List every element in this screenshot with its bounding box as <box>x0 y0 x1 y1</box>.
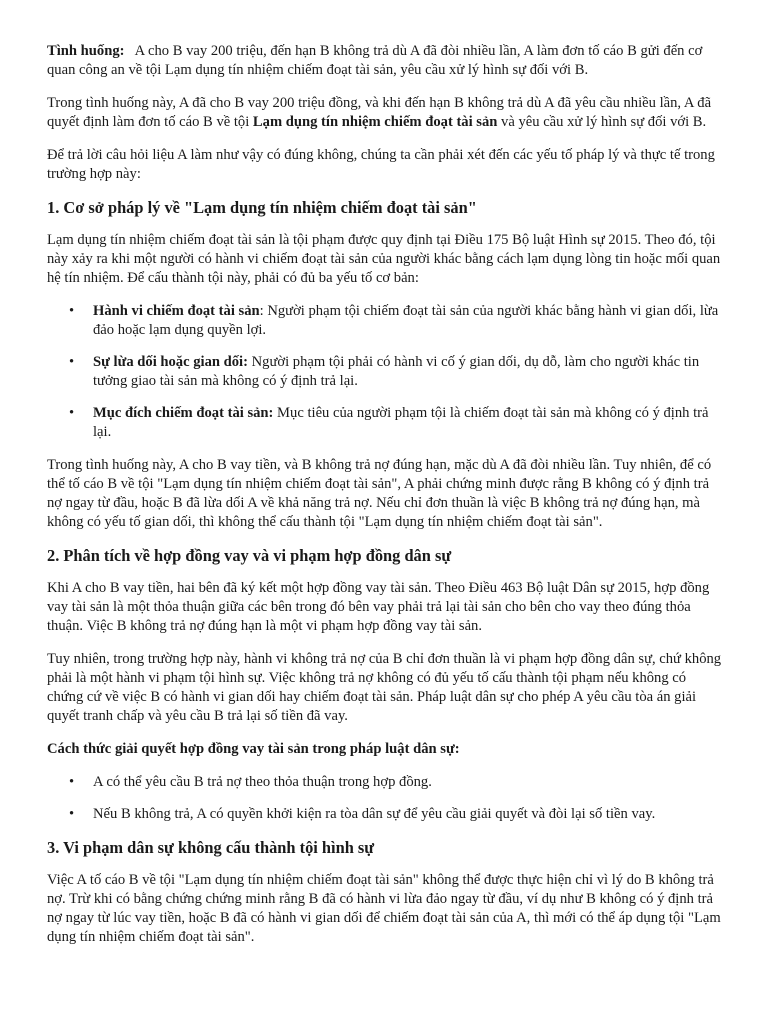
list-item <box>69 404 724 442</box>
list-item <box>69 302 724 340</box>
list-item <box>69 773 724 792</box>
paragraph-1-bold: Lạm dụng tín nhiệm chiếm đoạt tài sản <box>252 114 498 130</box>
list-item <box>69 353 724 391</box>
section-3-paragraph: Việc A tố cáo B về tội "Lạm dụng tín nhiệm chiếm đoạt tài sản" không thể được thực hiện chỉ vì lý do B không trả nợ. Trừ khi có bằng chứng chứng minh rằng B đã có hành vi lừa đảo ngay từ đầu, ví dụ như B không có ý định trả nợ ngay từ lúc vay tiền, hoặc B đã có hành vi gian dối để chiếm đoạt tài sản của A, thì mới có thể áp dụng tội "Lạm dụng tín nhiệm chiếm đoạt tài sản". <box>47 872 721 945</box>
list-item-bold: Mục đích chiếm đoạt tài sản: <box>93 405 274 421</box>
bullet-icon: • <box>69 405 75 421</box>
section-2-paragraph-2: Tuy nhiên, trong trường hợp này, hành vi không trả nợ của B chỉ đơn thuần là vi phạm hợp đồng dân sự, chứ không phải là một hành vi phạm tội hình sự. Việc không trả nợ không có đủ yếu tố cấu thành tội phạm nếu không có chứng cứ về việc B có hành vi gian dối hay chiếm đoạt tài sản. Pháp luật dân sự cho phép A yêu cầu tòa án giải quyết tranh chấp và yêu cầu B trả lại số tiền đã vay. <box>47 651 722 724</box>
intro-text: A cho B vay 200 triệu, đến hạn B không trả dù A đã đòi nhiều lần, A làm đơn tố cáo B gửi đến cơ quan công an về tội Lạm dụng tín nhiệm chiếm đoạt tài sản, yêu cầu xử lý hình sự đối với B. <box>47 43 703 78</box>
bullet-icon: • <box>69 303 75 319</box>
paragraph-1 <box>47 94 724 132</box>
list-item-bold: Sự lừa dối hoặc gian dối: <box>93 354 248 370</box>
paragraph-1-text: Trong tình huống này, A đã cho B vay 200 triệu đồng, và khi đến hạn B không trả dù A đã yêu cầu nhiều lần, A đã quyết định làm đơn tố cáo B về tội <box>47 95 712 130</box>
list-item-text: A có thể yêu cầu B trả nợ theo thỏa thuận trong hợp đồng. <box>93 774 432 790</box>
list-item-text: Người phạm tội phải có hành vi cố ý gian dối, dụ dỗ, làm cho người khác tin tưởng giao tài sản mà không có ý định trả lại. <box>93 354 700 389</box>
section-1-closing: Trong tình huống này, A cho B vay tiền, và B không trả nợ đúng hạn, mặc dù A đã đòi nhiều lần. Tuy nhiên, để có thể tố cáo B về tội "Lạm dụng tín nhiệm chiếm đoạt tài sản", A phải chứng minh được rằng B không có ý định trả nợ ngay từ đầu, hoặc B đã lừa dối A về khả năng trả nợ. Nếu chỉ đơn thuần là việc B không trả nợ đúng hạn, mà không có yếu tố gian dối, thì không thể cấu thành tội "Lạm dụng tín nhiệm chiếm đoạt tài sản". <box>47 457 712 530</box>
paragraph-2: Để trả lời câu hỏi liệu A làm như vậy có đúng không, chúng ta cần phải xét đến các yếu tố pháp lý và thực tế trong trường hợp này: <box>47 147 715 182</box>
section-3-heading: 3. Vi phạm dân sự không cấu thành tội hình sự <box>47 838 375 857</box>
paragraph-1-text-end: và yêu cầu xử lý hình sự đối với B. <box>497 114 707 130</box>
bullet-icon: • <box>69 354 75 370</box>
bullet-icon: • <box>69 806 75 822</box>
section-2-subheading <box>47 740 724 759</box>
bullet-icon: • <box>69 774 75 790</box>
section-1-list <box>47 302 724 442</box>
section-2-heading: 2. Phân tích về hợp đồng vay và vi phạm hợp đồng dân sự <box>47 546 452 565</box>
section-1-heading: 1. Cơ sở pháp lý về "Lạm dụng tín nhiệm chiếm đoạt tài sản" <box>47 198 477 217</box>
section-2-paragraph-1: Khi A cho B vay tiền, hai bên đã ký kết một hợp đồng vay tài sản. Theo Điều 463 Bộ luật Dân sự 2015, hợp đồng vay tài sản là một thỏa thuận giữa các bên trong đó bên vay phải trả lại tài sản cho bên cho vay theo đúng thỏa thuận. Việc B không trả nợ đúng hạn là một vi phạm hợp đồng vay tài sản. <box>47 580 710 634</box>
intro-label: Tình huống: <box>47 43 125 59</box>
list-item-text: Nếu B không trả, A có quyền khởi kiện ra tòa dân sự để yêu cầu giải quyết và đòi lại số tiền vay. <box>93 806 656 822</box>
section-2-list <box>47 773 724 824</box>
list-item-text: Mục tiêu của người phạm tội là chiếm đoạt tài sản mà không có ý định trả lại. <box>93 405 709 440</box>
list-item <box>69 805 724 824</box>
intro-paragraph <box>47 42 724 80</box>
section-1-paragraph: Lạm dụng tín nhiệm chiếm đoạt tài sản là tội phạm được quy định tại Điều 175 Bộ luật Hình sự 2015. Theo đó, tội này xảy ra khi một người có hành vi chiếm đoạt tài sản của người khác bằng cách lạm dụng lòng tin hoặc mối quan hệ tín nhiệm. Để cấu thành tội này, phải có đủ ba yếu tố cơ bản: <box>47 232 721 286</box>
list-item-bold: Hành vi chiếm đoạt tài sản <box>93 303 260 319</box>
section-2-subheading-text: Cách thức giải quyết hợp đồng vay tài sản trong pháp luật dân sự: <box>47 741 460 757</box>
document-body <box>47 42 724 961</box>
list-item-text: : Người phạm tội chiếm đoạt tài sản của người khác bằng hành vi gian dối, lừa đảo hoặc lạm dụng quyền lợi. <box>93 303 719 338</box>
